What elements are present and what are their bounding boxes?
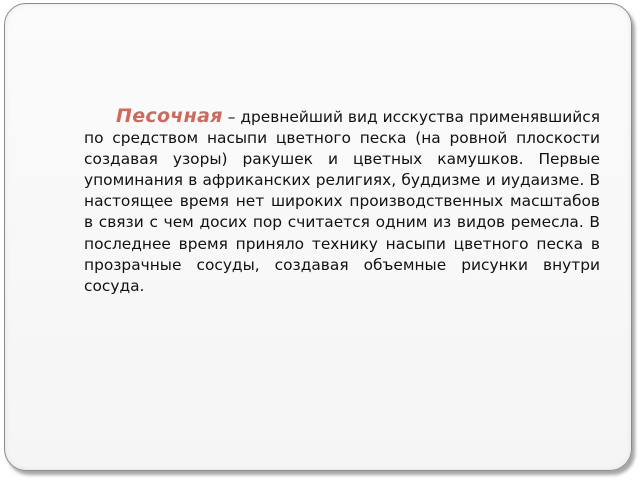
slide-paragraph — [84, 106, 600, 297]
paragraph-body: – древнейший вид исскуства применявшийся по средством насыпи цветного песка (на ровной плоскости создавая узоры) ракушек и цветных камушков. Первые упоминания в африканских религиях, буддизме и иудаизме. В настоящее время нет широких производственных масштабов в связи с чем досих пор считается одним из видов ремесла. В последнее время приняло технику насыпи цветного песка в прозрачные сосуды, создавая объемные рисунки внутри сосуда. — [84, 108, 600, 295]
highlighted-term: Песочная — [116, 105, 223, 127]
